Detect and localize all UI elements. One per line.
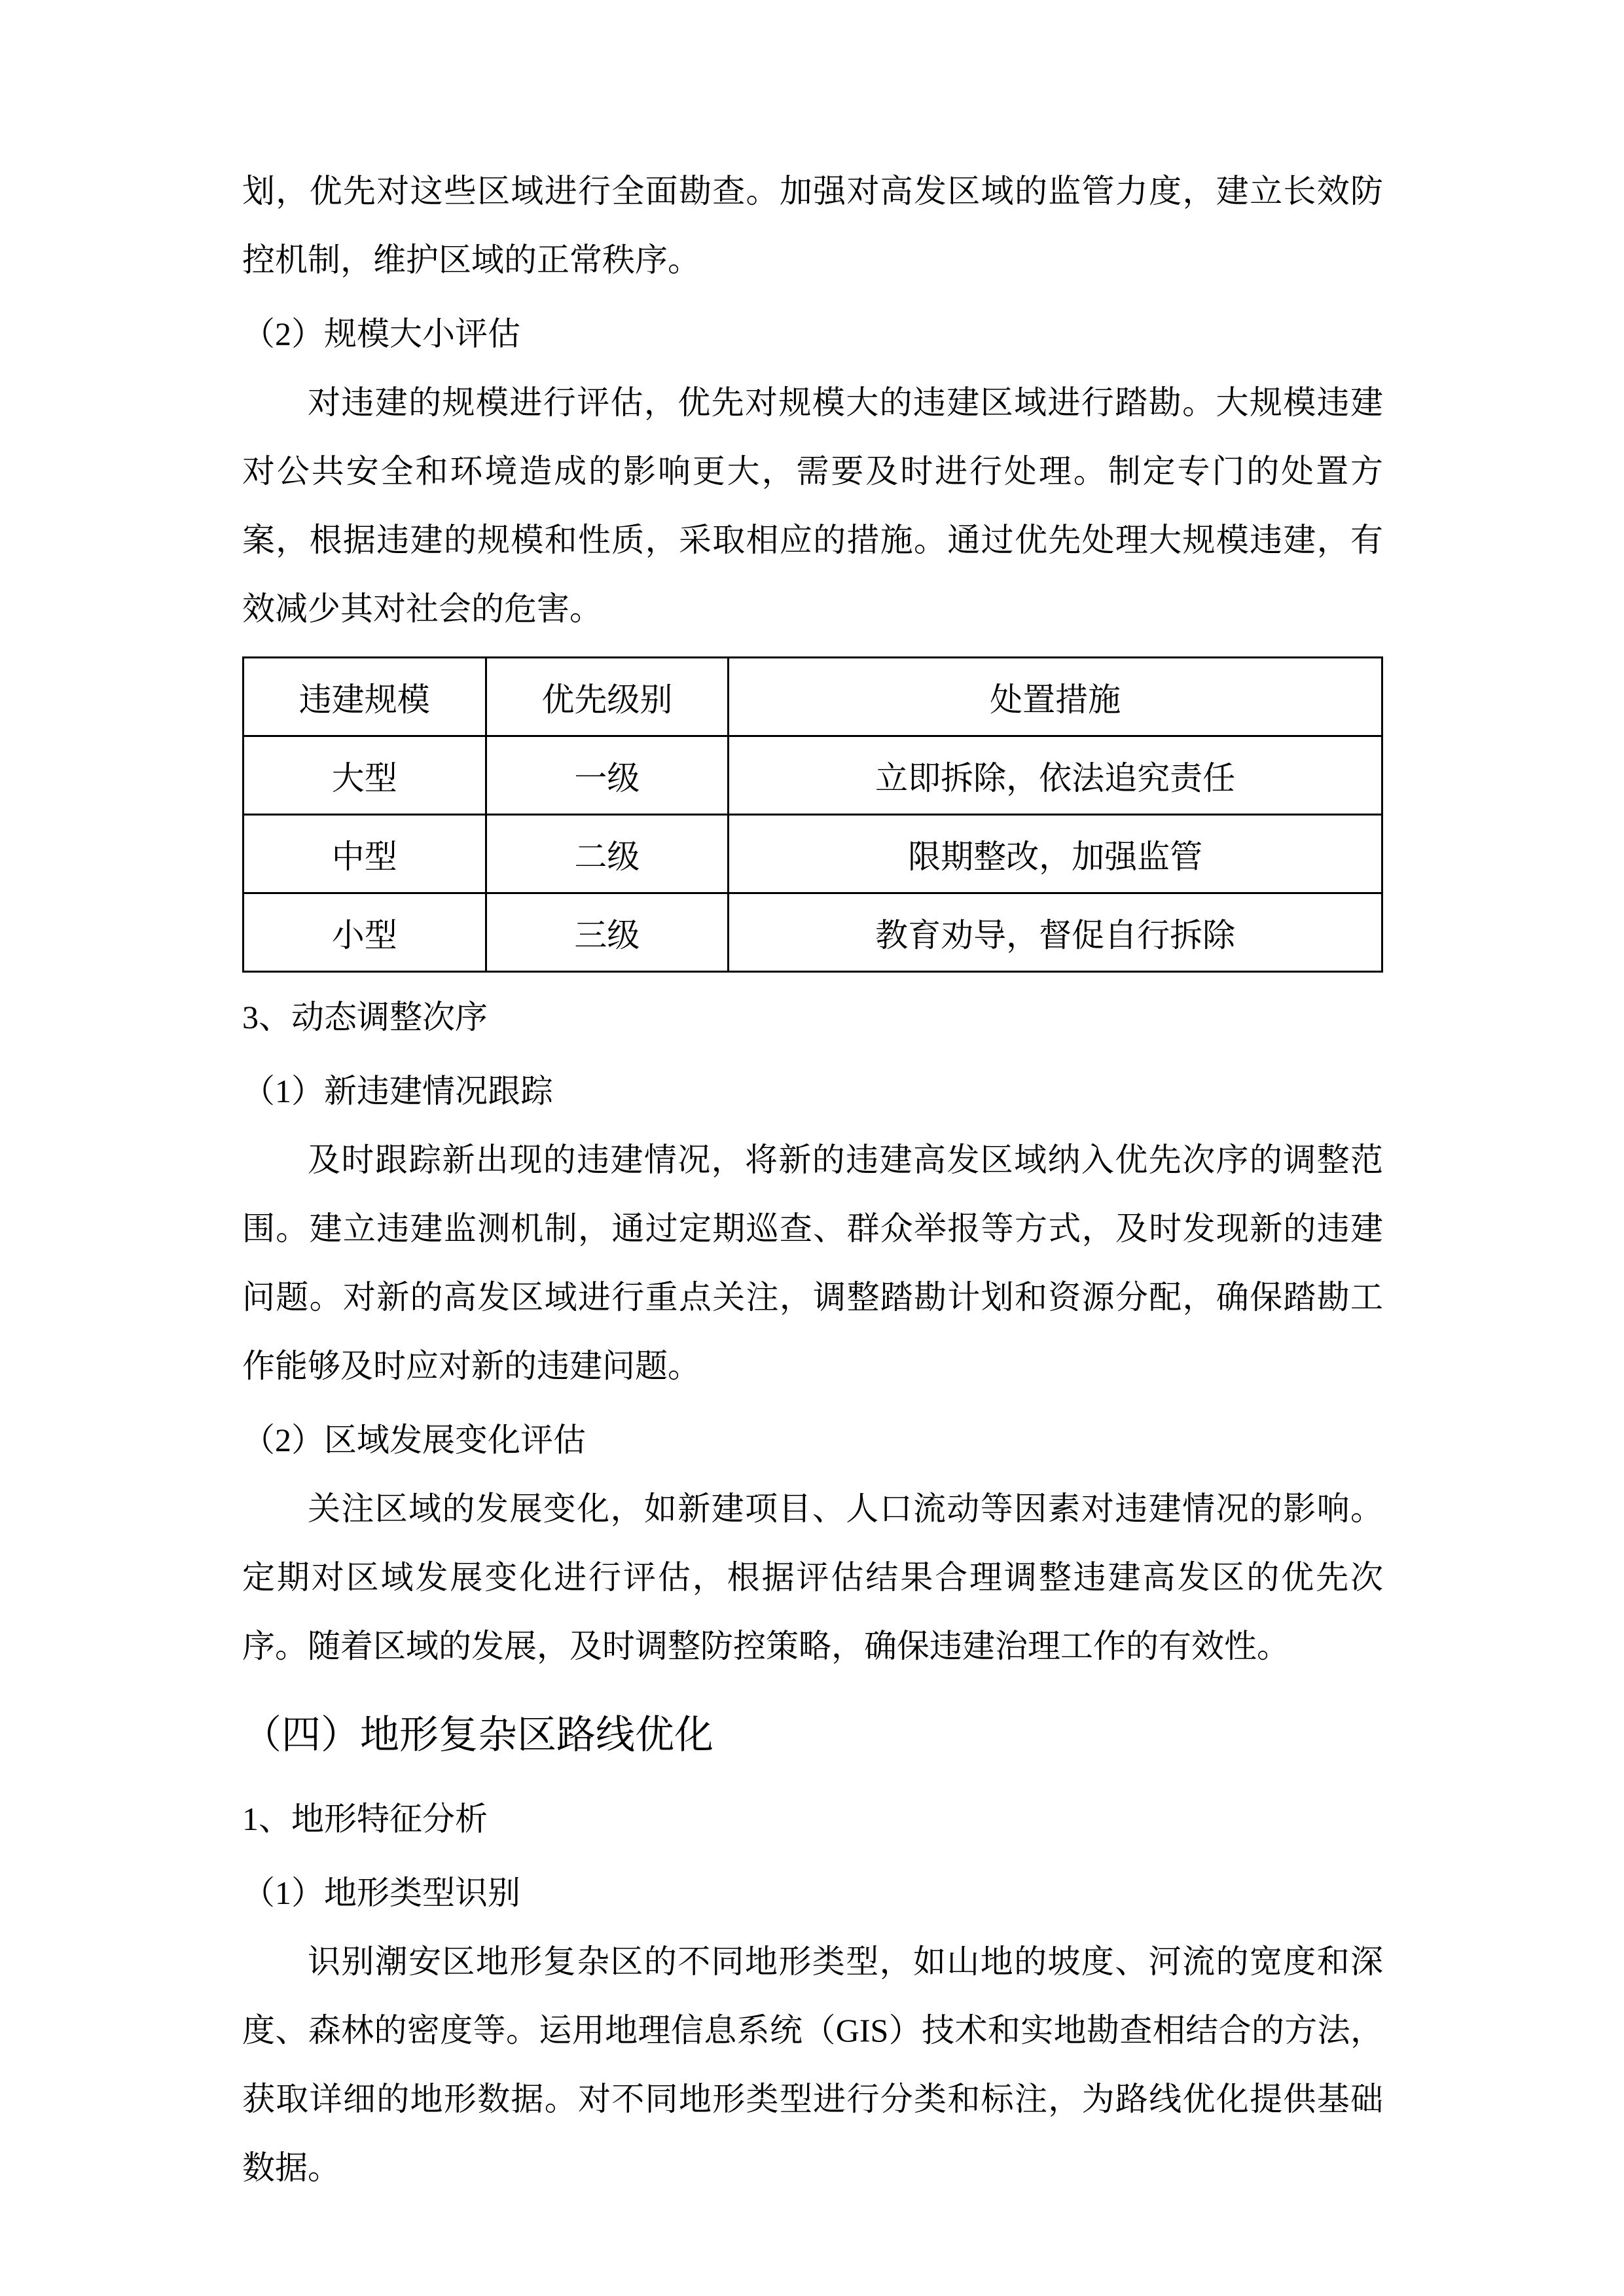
table-cell: 中型 [244,815,486,893]
subheading-terrain-feature-analysis: 1、地形特征分析 [242,1801,488,1837]
table-header-violation-scale: 违建规模 [244,658,486,736]
subheading-terrain-type-identification: （1）地形类型识别 [242,1874,520,1911]
table-cell: 三级 [486,893,729,972]
table-header-row [244,658,1382,736]
table-row [244,815,1382,893]
paragraph-scale-evaluation: 对违建的规模进行评估，优先对规模大的违建区域进行踏勘。大规模违建对公共安全和环境造成的影响更大，需要及时进行处理。制定专门的处置方案，根据违建的规模和性质，采取相应的措施。通过优先处理大规模违建，有效减少其对社会的危害。 [242,384,1383,627]
table-cell: 教育劝导，督促自行拆除 [729,893,1382,972]
table-row [244,736,1382,815]
subheading-scale-evaluation: （2）规模大小评估 [242,315,520,352]
subheading-dynamic-adjustment: 3、动态调整次序 [242,999,488,1035]
table-header-disposal-measure: 处置措施 [729,658,1382,736]
table-cell: 一级 [486,736,729,815]
table-cell: 二级 [486,815,729,893]
table-cell: 小型 [244,893,486,972]
section-heading-terrain-route-optimization: （四）地形复杂区路线优化 [242,1713,713,1757]
priority-table [242,656,1383,973]
table-cell: 限期整改，加强监管 [729,815,1382,893]
paragraph-continuation: 划，优先对这些区域进行全面勘查。加强对高发区域的监管力度，建立长效防控机制，维护区域的正常秩序。 [242,173,1383,278]
paragraph-new-violation-tracking: 及时跟踪新出现的违建情况，将新的违建高发区域纳入优先次序的调整范围。建立违建监测机制，通过定期巡查、群众举报等方式，及时发现新的违建问题。对新的高发区域进行重点关注，调整踏勘计划和资源分配，确保踏勘工作能够及时应对新的违建问题。 [242,1141,1383,1384]
paragraph-terrain-type-identification: 识别潮安区地形复杂区的不同地形类型，如山地的坡度、河流的宽度和深度、森林的密度等。运用地理信息系统（GIS）技术和实地勘查相结合的方法，获取详细的地形数据。对不同地形类型进行分类和标注，为路线优化提供基础数据。 [242,1943,1383,2186]
table-row [244,893,1382,972]
subheading-region-development-evaluation: （2）区域发展变化评估 [242,1422,586,1458]
table-cell: 立即拆除，依法追究责任 [729,736,1382,815]
table-header-priority-level: 优先级别 [486,658,729,736]
paragraph-region-development-evaluation: 关注区域的发展变化，如新建项目、人口流动等因素对违建情况的影响。定期对区域发展变化进行评估，根据评估结果合理调整违建高发区的优先次序。随着区域的发展，及时调整防控策略，确保违建治理工作的有效性。 [242,1490,1383,1664]
subheading-new-violation-tracking: （1）新违建情况跟踪 [242,1073,553,1109]
table-cell: 大型 [244,736,486,815]
